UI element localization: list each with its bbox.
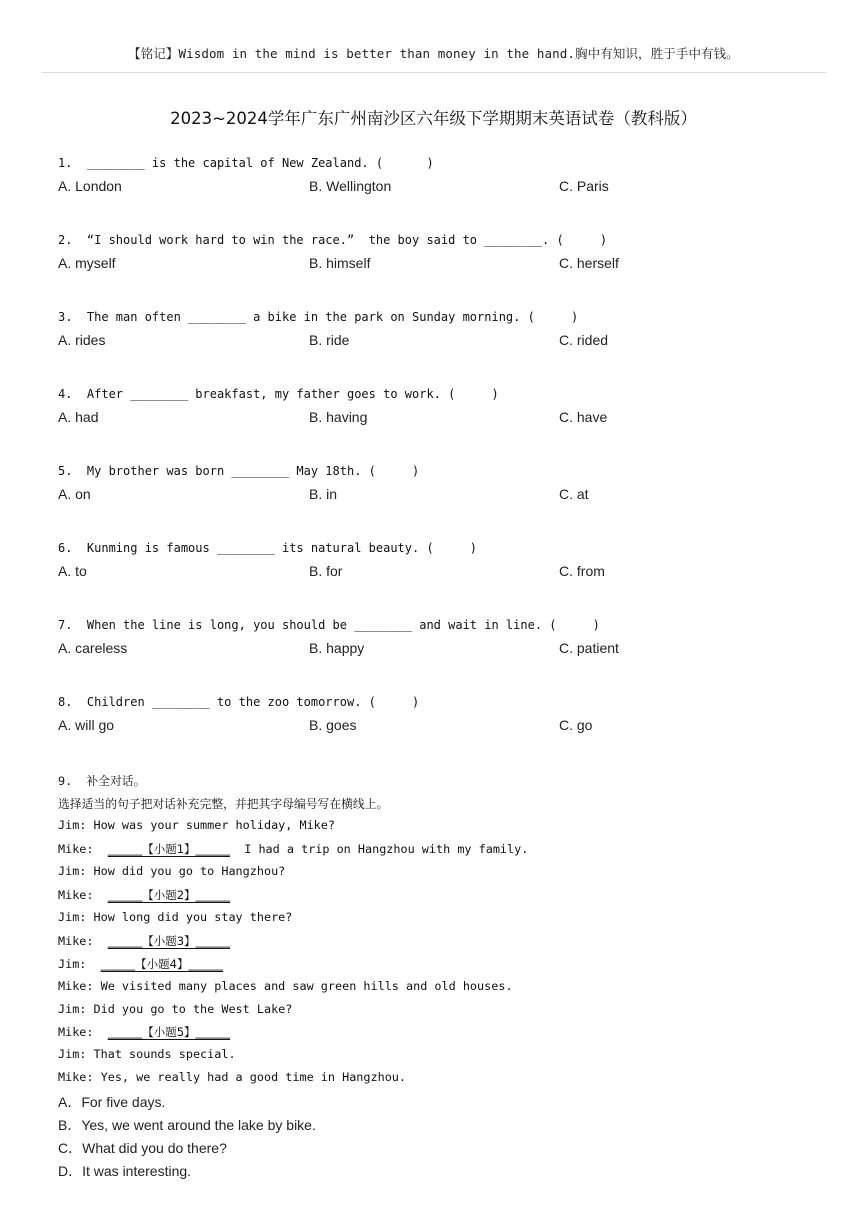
question-9-heading: 9. 补全对话。 bbox=[58, 774, 146, 788]
exam-title: 2023~2024学年广东广州南沙区六年级下学期期末英语试卷（教科版） bbox=[170, 109, 697, 128]
dialogue-text: I had a trip on Hangzhou with my family. bbox=[230, 842, 529, 856]
dialogue-line: Jim: Did you go to the West Lake? bbox=[58, 1002, 293, 1016]
option-c[interactable]: C. patient bbox=[559, 640, 619, 656]
option-a[interactable]: A. careless bbox=[58, 640, 128, 656]
option-c[interactable]: C. from bbox=[559, 563, 605, 579]
speaker-label: Mike: bbox=[58, 888, 108, 902]
dialogue-line bbox=[58, 841, 528, 857]
option-a[interactable]: A. to bbox=[58, 563, 87, 579]
dialogue-line: Jim: How did you go to Hangzhou? bbox=[58, 864, 286, 878]
option-a[interactable]: A. will go bbox=[58, 717, 115, 733]
dialogue-line bbox=[58, 1024, 230, 1040]
option-b[interactable]: B. happy bbox=[309, 640, 365, 656]
option-b[interactable]: B. Wellington bbox=[309, 178, 392, 194]
dialogue-line bbox=[58, 887, 230, 903]
choice-a[interactable]: A．For five days. bbox=[58, 1094, 166, 1110]
question-stem: 2. “I should work hard to win the race.” the boy said to ________. ( ) bbox=[58, 233, 608, 247]
option-a[interactable]: A. on bbox=[58, 486, 91, 502]
dialogue-line bbox=[58, 933, 230, 949]
question-stem: 1. ________ is the capital of New Zealand. ( ) bbox=[58, 156, 434, 170]
question-stem: 4. After ________ breakfast, my father goes to work. ( ) bbox=[58, 387, 499, 401]
speaker-label: Jim: bbox=[58, 957, 101, 971]
question-stem: 3. The man often ________ a bike in the park on Sunday morning. ( ) bbox=[58, 310, 579, 324]
dialogue-line bbox=[58, 956, 223, 972]
option-a[interactable]: A. London bbox=[58, 178, 122, 194]
question-stem: 7. When the line is long, you should be ________ and wait in line. ( ) bbox=[58, 618, 600, 632]
choice-c[interactable]: C．What did you do there? bbox=[58, 1140, 227, 1156]
option-b[interactable]: B. himself bbox=[309, 255, 371, 271]
option-c[interactable]: C. have bbox=[559, 409, 608, 425]
option-a[interactable]: A. myself bbox=[58, 255, 116, 271]
speaker-label: Mike: bbox=[58, 842, 108, 856]
option-b[interactable]: B. in bbox=[309, 486, 338, 502]
option-b[interactable]: B. goes bbox=[309, 717, 357, 733]
option-a[interactable]: A. rides bbox=[58, 332, 106, 348]
answer-blank-5[interactable]: ______【小题5】______ bbox=[107, 1025, 231, 1039]
option-c[interactable]: C. go bbox=[559, 717, 593, 733]
question-9-instruction: 选择适当的句子把对话补充完整，并把其字母编号写在横线上。 bbox=[58, 797, 389, 811]
option-c[interactable]: C. at bbox=[559, 486, 589, 502]
speaker-label: Mike: bbox=[58, 934, 108, 948]
dialogue-line: Jim: How was your summer holiday, Mike? bbox=[58, 818, 335, 832]
dialogue-line: Mike: Yes, we really had a good time in Hangzhou. bbox=[58, 1070, 407, 1084]
dialogue-line: Jim: How long did you stay there? bbox=[58, 910, 293, 924]
option-c[interactable]: C. herself bbox=[559, 255, 619, 271]
option-c[interactable]: C. rided bbox=[559, 332, 609, 348]
option-c[interactable]: C. Paris bbox=[559, 178, 609, 194]
option-b[interactable]: B. ride bbox=[309, 332, 350, 348]
option-a[interactable]: A. had bbox=[58, 409, 99, 425]
dialogue-line: Mike: We visited many places and saw green hills and old houses. bbox=[58, 979, 513, 993]
answer-blank-3[interactable]: ______【小题3】______ bbox=[107, 934, 231, 948]
page-header-motto: 【铭记】Wisdom in the mind is better than money in the hand.胸中有知识，胜于手中有钱。 bbox=[128, 46, 739, 61]
speaker-label: Mike: bbox=[58, 1025, 108, 1039]
header-divider bbox=[42, 72, 826, 73]
choice-b[interactable]: B．Yes, we went around the lake by bike. bbox=[58, 1117, 316, 1133]
answer-blank-2[interactable]: ______【小题2】______ bbox=[107, 888, 231, 902]
question-stem: 5. My brother was born ________ May 18th. ( ) bbox=[58, 464, 420, 478]
answer-blank-1[interactable]: ______【小题1】______ bbox=[107, 842, 231, 856]
choice-d[interactable]: D．It was interesting. bbox=[58, 1163, 192, 1179]
question-stem: 6. Kunming is famous ________ its natural beauty. ( ) bbox=[58, 541, 478, 555]
dialogue-line: Jim: That sounds special. bbox=[58, 1047, 236, 1061]
answer-blank-4[interactable]: ______【小题4】______ bbox=[100, 957, 223, 971]
option-b[interactable]: B. for bbox=[309, 563, 343, 579]
option-b[interactable]: B. having bbox=[309, 409, 368, 425]
question-stem: 8. Children ________ to the zoo tomorrow. ( ) bbox=[58, 695, 420, 709]
